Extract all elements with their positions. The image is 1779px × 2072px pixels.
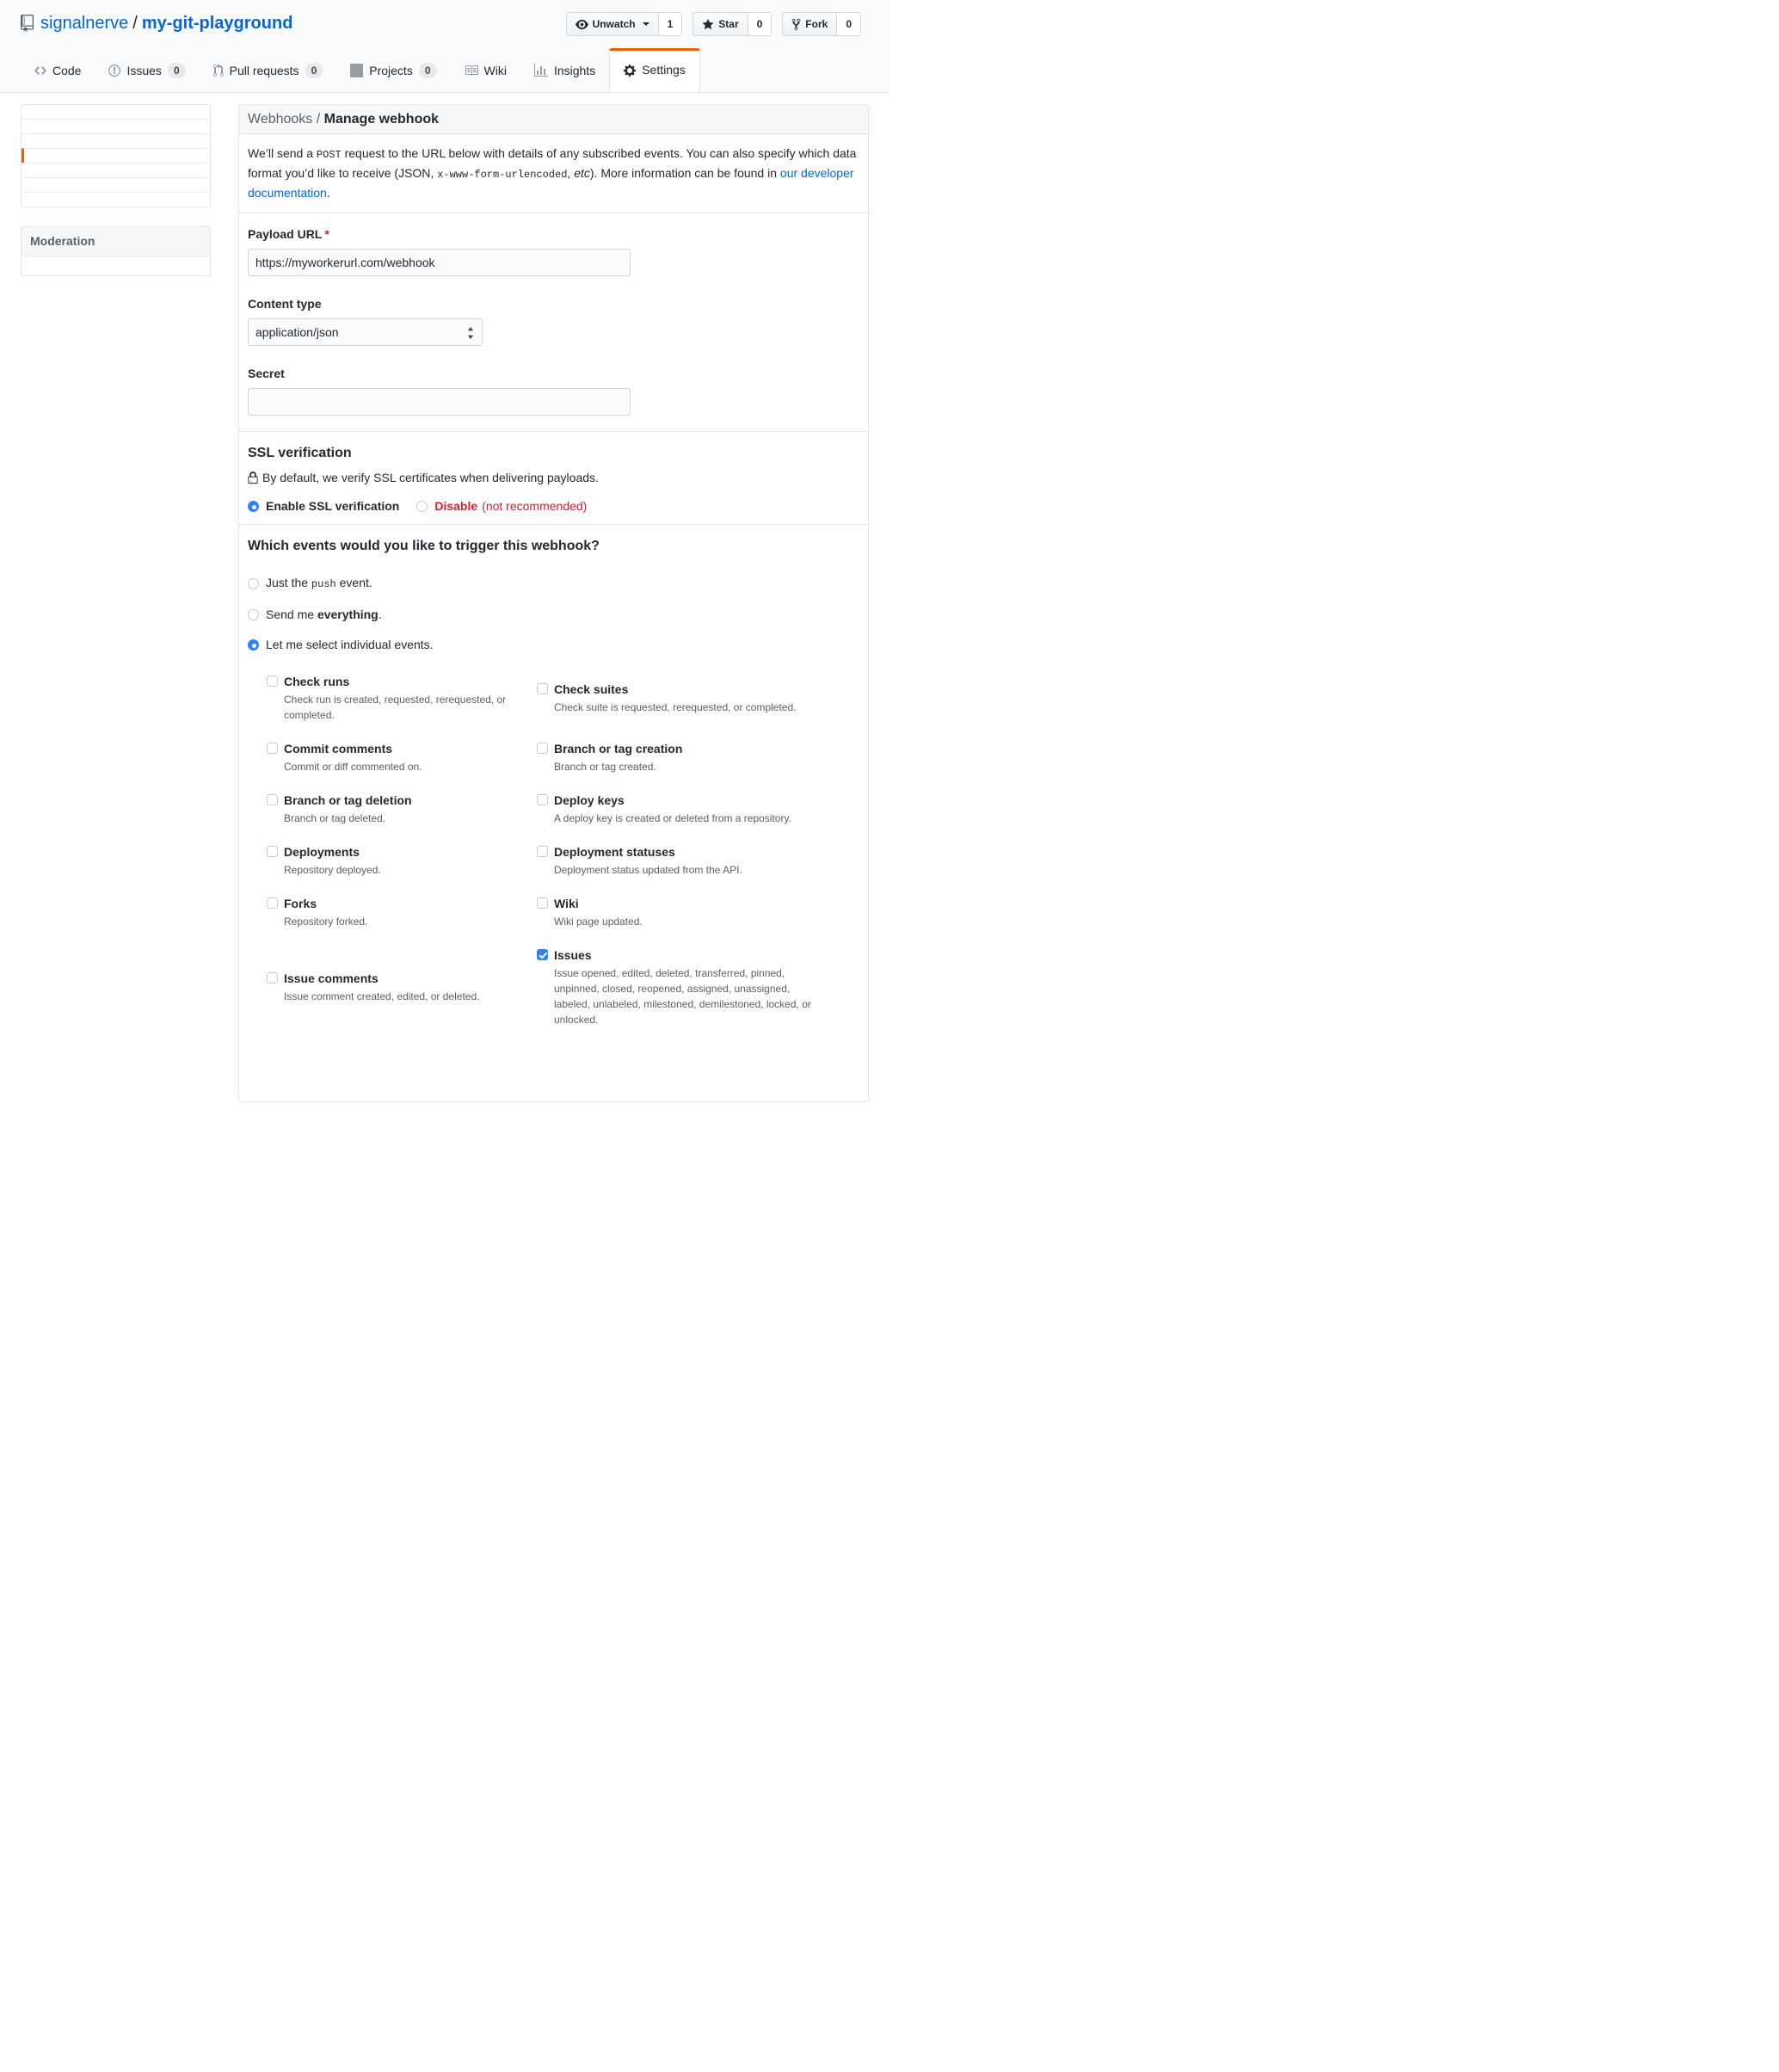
event-checkbox-forks[interactable] [267, 895, 537, 929]
checkbox-icon [267, 794, 278, 805]
tab-pull-requests[interactable] [200, 48, 337, 92]
breadcrumb-parent-link[interactable]: Webhooks [248, 112, 313, 126]
graph-icon [534, 64, 548, 77]
tab-label: Settings [642, 63, 686, 77]
event-checkbox-issue-comments[interactable] [267, 970, 537, 1004]
sidebar-item-webhooks[interactable] [22, 148, 210, 163]
tab-count-badge: 0 [168, 63, 186, 78]
repo-icon [21, 15, 34, 32]
repo-actions [566, 12, 861, 36]
sidebar-item-interaction-limits[interactable] [22, 256, 210, 275]
repo-separator: / [132, 14, 138, 33]
moderation-header: Moderation [22, 227, 210, 256]
action-count[interactable]: 1 [659, 12, 683, 36]
tab-issues[interactable] [95, 48, 199, 92]
event-description: Branch or tag deleted. [284, 812, 386, 824]
checkbox-icon [537, 683, 548, 694]
repo-action-button[interactable] [693, 12, 748, 36]
secret-field [248, 365, 859, 416]
repo-action-group [782, 12, 861, 36]
action-label: Star [718, 18, 739, 30]
ssl-section [239, 432, 868, 525]
radio-icon [416, 501, 428, 512]
checkbox-icon [537, 794, 548, 805]
repo-title [21, 13, 292, 34]
project-icon [350, 64, 363, 77]
payload-url-label: Payload URL [248, 227, 323, 241]
star-icon [702, 18, 714, 31]
ssl-note-text: By default, we verify SSL certificates when delivering payloads. [262, 471, 599, 484]
event-label: Deploy keys [554, 793, 625, 807]
ssl-heading: SSL verification [248, 446, 352, 460]
book-icon [465, 64, 478, 77]
checkbox-icon [537, 743, 548, 754]
checkbox-icon [267, 743, 278, 754]
issue-opened-icon [108, 64, 120, 77]
event-scope-option[interactable]: Let me select individual events. [248, 636, 859, 654]
repo-pagehead [0, 0, 890, 93]
event-description: Repository deployed. [284, 864, 381, 876]
checkbox-icon [267, 675, 278, 687]
content-type-field [248, 295, 859, 346]
radio-icon [248, 609, 259, 620]
eye-icon [576, 18, 588, 31]
action-count[interactable]: 0 [837, 12, 861, 36]
event-checkbox-deployment-statuses[interactable] [537, 843, 859, 878]
event-checkbox-wiki[interactable] [537, 895, 859, 929]
event-checkbox-commit-comments[interactable] [267, 740, 537, 774]
tab-count-badge: 0 [419, 63, 437, 78]
tab-label: Projects [369, 63, 413, 77]
content-type-select[interactable] [248, 318, 483, 346]
sidebar-item-branches[interactable] [22, 133, 210, 148]
event-scope-option[interactable]: Send me everything. [248, 606, 859, 624]
repo-tabs [21, 48, 700, 92]
checkbox-icon [537, 897, 548, 909]
gear-icon [624, 64, 636, 77]
tab-wiki[interactable] [451, 48, 520, 92]
repo-action-button[interactable] [782, 12, 837, 36]
event-grid-row [267, 792, 859, 826]
developer-docs-link[interactable]: our developer documentation [248, 166, 854, 200]
repo-action-group [693, 12, 772, 36]
payload-url-field [248, 225, 859, 276]
caret-down-icon [643, 22, 649, 26]
sidebar-item-options[interactable] [22, 105, 210, 119]
event-checkbox-check-suites[interactable] [537, 681, 859, 715]
event-checkbox-branch-or-tag-deletion[interactable] [267, 792, 537, 826]
content-type-label: Content type [248, 297, 322, 311]
select-caret-icon [467, 327, 474, 339]
tab-settings[interactable] [609, 48, 700, 92]
event-grid-row [267, 843, 859, 878]
event-label: Deployment statuses [554, 845, 675, 859]
required-asterisk: * [324, 227, 329, 241]
event-grid-row [267, 740, 859, 774]
breadcrumb-current: Manage webhook [323, 112, 440, 126]
event-checkbox-deployments[interactable] [267, 843, 537, 878]
tab-count-badge: 0 [305, 63, 323, 78]
webhook-panel [238, 104, 869, 1102]
event-label: Issue comments [284, 971, 379, 985]
event-scope-option[interactable]: Just the push event. [248, 574, 859, 594]
moderation-menu [21, 226, 211, 276]
events-section [239, 525, 868, 1065]
event-label: Check suites [554, 682, 629, 696]
event-label: Issues [554, 948, 592, 962]
checkbox-icon [537, 846, 548, 857]
radio-icon [248, 578, 259, 589]
checkbox-icon [267, 846, 278, 857]
ssl-enable-option[interactable]: Enable SSL verification [248, 499, 399, 513]
tab-label: Wiki [483, 63, 507, 77]
content-type-value: application/json [255, 325, 339, 339]
settings-sidebar [21, 104, 211, 276]
repo-owner-link[interactable]: signalnerve [40, 14, 129, 33]
event-checkbox-grid [267, 673, 859, 1027]
event-checkbox-check-runs[interactable] [267, 673, 537, 723]
event-checkbox-branch-or-tag-creation[interactable] [537, 740, 859, 774]
tab-code[interactable] [21, 48, 95, 92]
event-label: Branch or tag creation [554, 742, 683, 755]
ssl-disable-option[interactable]: Disable (not recommended) [416, 499, 587, 513]
event-grid-row [267, 895, 859, 929]
event-description: Check run is created, requested, rerequested, or completed. [284, 694, 507, 721]
event-label: Wiki [554, 897, 579, 910]
event-description: Issue comment created, edited, or deleted. [284, 990, 480, 1002]
tab-label: Pull requests [229, 63, 299, 77]
settings-menu [21, 104, 211, 207]
event-scope-options [248, 574, 859, 654]
event-description: Deployment status updated from the API. [554, 864, 742, 876]
event-description: A deploy key is created or deleted from a repository. [554, 812, 791, 824]
repo-action-group [566, 12, 683, 36]
code-icon [34, 64, 46, 77]
event-label: Deployments [284, 845, 360, 859]
tab-insights[interactable] [520, 48, 609, 92]
event-label: Commit comments [284, 742, 393, 755]
events-heading: Which events would you like to trigger this webhook? [248, 539, 600, 553]
action-label: Fork [805, 18, 828, 30]
action-count[interactable]: 0 [748, 12, 773, 36]
repo-name-link[interactable]: my-git-playground [141, 14, 293, 33]
checkbox-icon [267, 972, 278, 984]
event-label: Check runs [284, 675, 350, 688]
checkbox-icon [537, 949, 548, 960]
payload-url-input[interactable] [248, 249, 631, 276]
tab-projects[interactable] [336, 48, 450, 92]
action-label: Unwatch [592, 18, 636, 30]
event-description: Wiki page updated. [554, 916, 643, 928]
fork-icon [791, 18, 801, 31]
tab-label: Code [52, 63, 82, 77]
sidebar-item-collaborators[interactable] [22, 119, 210, 133]
event-description: Issue opened, edited, deleted, transferred, pinned, unpinned, closed, reopened, assigned, unassigned, labeled, unlabeled, milestoned, demilestoned, locked, or unlocked. [554, 967, 811, 1026]
sidebar-item-integrations-services[interactable] [22, 177, 210, 192]
event-description: Commit or diff commented on. [284, 761, 422, 773]
radio-icon [248, 639, 259, 651]
event-description: Repository forked. [284, 916, 368, 928]
tab-label: Issues [126, 63, 162, 77]
webhook-intro: We’ll send a POST request to the URL below with details of any subscribed events. You can also specify which data format you’d like to receive (JSON, x-www-form-urlencoded, etc). More information can be found in our developer documentation. [239, 134, 868, 213]
webhook-form [239, 213, 868, 432]
event-grid-row [267, 947, 859, 1027]
secret-input[interactable] [248, 388, 631, 416]
repo-action-button[interactable] [566, 12, 659, 36]
checkbox-icon [267, 897, 278, 909]
breadcrumb: Webhooks / Manage webhook [239, 105, 868, 134]
event-label: Branch or tag deletion [284, 793, 412, 807]
sidebar-item-notifications[interactable] [22, 163, 210, 177]
event-grid-row [267, 673, 859, 723]
secret-label: Secret [248, 367, 285, 380]
event-description: Branch or tag created. [554, 761, 656, 773]
radio-icon [248, 501, 259, 512]
event-checkbox-issues[interactable] [537, 947, 859, 1027]
sidebar-item-deploy-keys[interactable] [22, 192, 210, 207]
event-label: Forks [284, 897, 317, 910]
event-checkbox-deploy-keys[interactable] [537, 792, 859, 826]
pull-request-icon [213, 64, 224, 77]
event-description: Check suite is requested, rerequested, or completed. [554, 701, 797, 713]
lock-icon [248, 472, 258, 484]
tab-label: Insights [553, 63, 596, 77]
